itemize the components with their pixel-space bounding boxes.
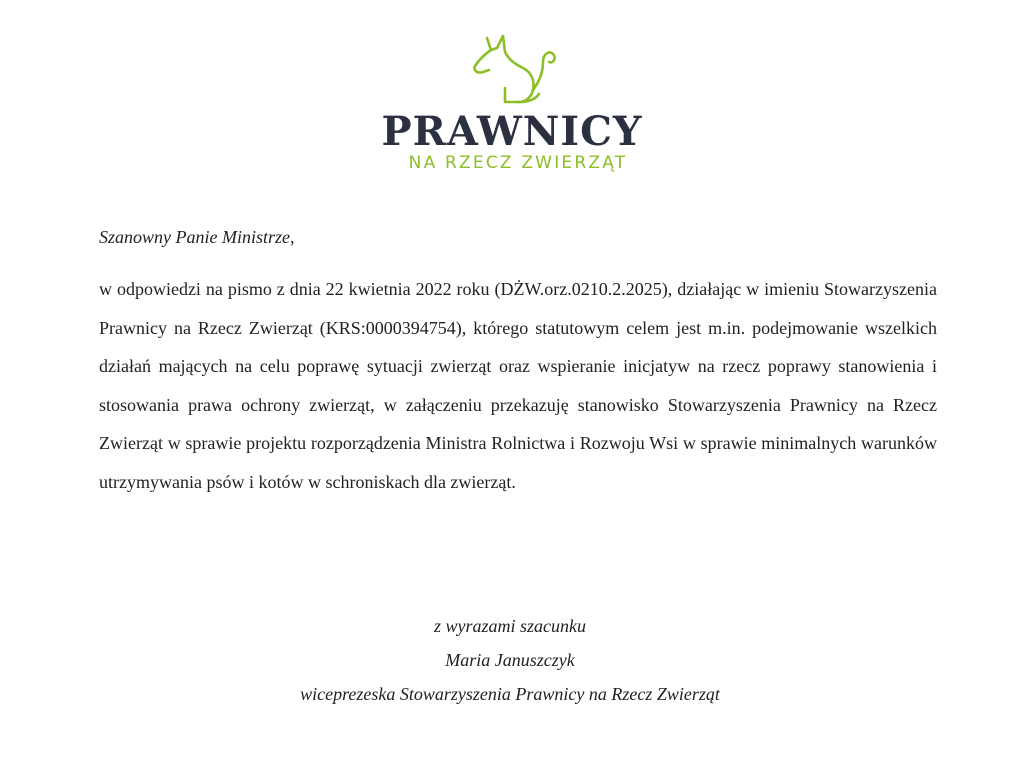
signature-name: Maria Januszczyk (445, 650, 575, 670)
organization-logo (0, 30, 1024, 174)
signature-role: wiceprezeska Stowarzyszenia Prawnicy na Rzecz Zwierząt (300, 684, 720, 704)
logo-title: PRAWNICY (381, 108, 643, 155)
signature-closing: z wyrazami szacunku (434, 616, 586, 636)
dog-cat-icon (457, 30, 567, 108)
letter-salutation: Szanowny Panie Ministrze, (99, 227, 295, 247)
letter-body: w odpowiedzi na pismo z dnia 22 kwietnia 2022 roku (DŻW.orz.0210.2.2025), działając w imieniu Stowarzyszenia Prawnicy na Rzecz Zwierząt (KRS:0000394754), którego statutowym celem jest m.in. podejmowanie wszelkich działań mających na celu poprawę sytuacji zwierząt oraz wspieranie inicjatyw na rzecz poprawy stanowienia i stosowania prawa ochrony zwierząt, w załączeniu przekazuję stanowisko Stowarzyszenia Prawnicy na Rzecz Zwierząt w sprawie projektu rozporządzenia Ministra Rolnictwa i Rozwoju Wsi w sprawie minimalnych warunków utrzymywania psów i kotów w schroniskach dla zwierząt. (99, 279, 937, 492)
logo-subtitle: NA RZECZ ZWIERZĄT (408, 153, 628, 173)
signature-block (250, 609, 770, 711)
